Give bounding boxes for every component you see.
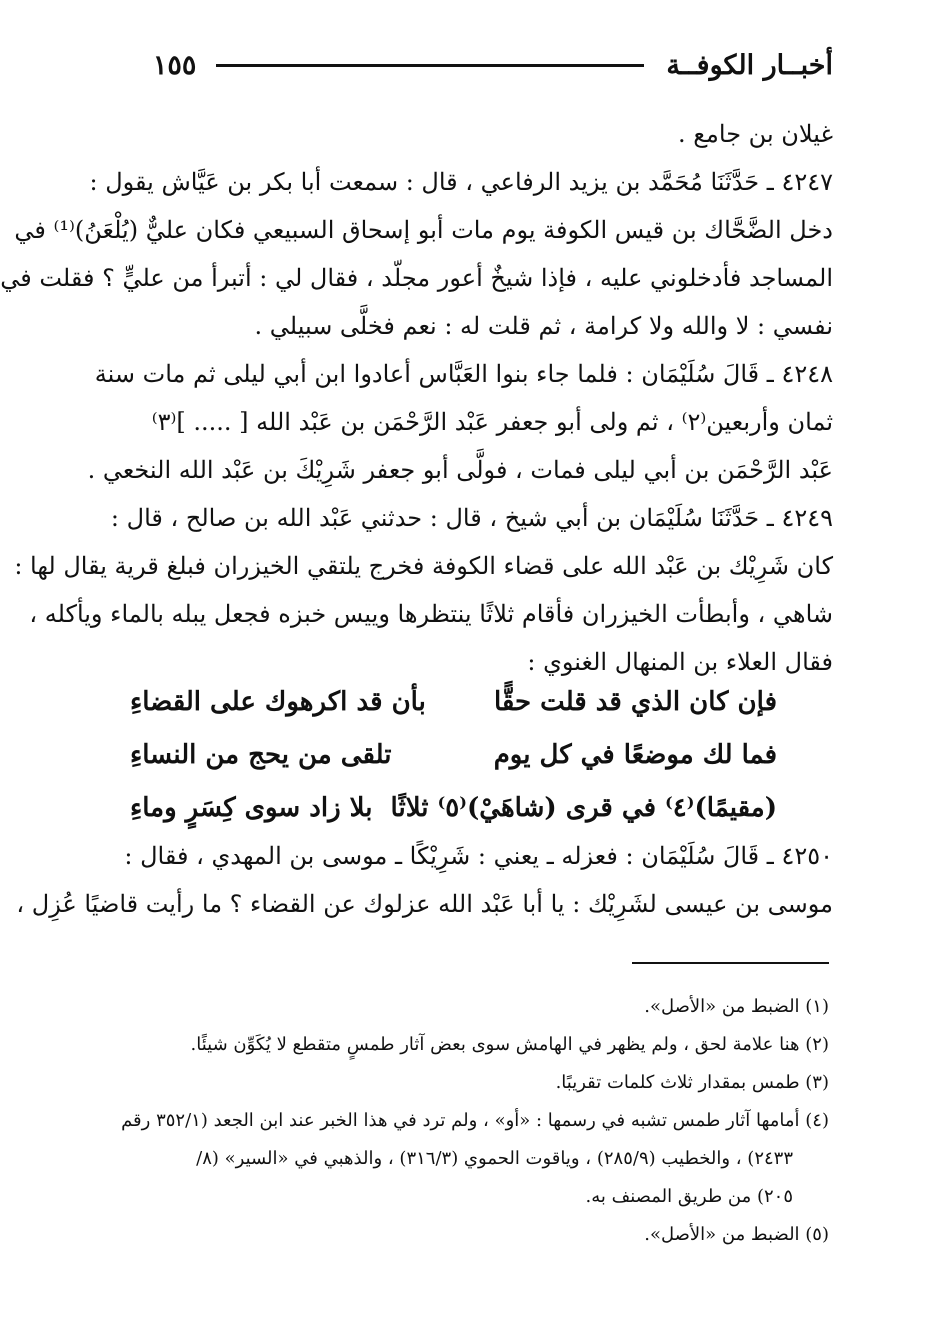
footnote: (٥) الضبط من «الأصل».: [644, 1224, 829, 1245]
main-text: [0, 110, 833, 686]
verse-first-hemistich: (مقيمًا)⁽٤⁾ في قرى (شاهَيْ)⁽٥⁾ ثلاثًا: [390, 793, 777, 823]
footnote-separator: [632, 962, 829, 964]
footnote: (١) الضبط من «الأصل».: [644, 996, 829, 1017]
text-line: موسى بن عيسى لشَرِيْك : يا أبا عَبْد الله عزلوك عن القضاء ؟ ما رأيت قاضيًا عُزِل ،: [16, 890, 833, 918]
verse-row: [130, 729, 777, 782]
main-text-continued: [16, 832, 833, 928]
text-line: نفسي : لا والله ولا كرامة ، ثم قلت له : نعم فخلَّى سبيلي .: [254, 312, 833, 340]
text-line: ٤٢٤٧ ـ حَدَّثَنَا مُحَمَّد بن يزيد الرفاعي ، قال : سمعت أبا بكر بن عَيَّاش يقول :: [89, 168, 833, 196]
text-line: غيلان بن جامع .: [678, 120, 833, 148]
footnote: (٢) هنا علامة لحق ، ولم يظهر في الهامش سوى بعض آثار طمسٍ متقطع لا يُكَوِّن شيئًا.: [190, 1034, 829, 1055]
footnote: (٣) طمس بمقدار ثلاث كلمات تقريبًا.: [555, 1072, 829, 1093]
verse-row: [130, 676, 777, 729]
header-rule: [216, 64, 644, 67]
text-line: ٤٢٥٠ ـ قَالَ سُلَيْمَان : فعزله ـ يعني : شَرِيْكًا ـ موسى بن المهدي ، فقال :: [124, 842, 833, 870]
text-line: ٤٢٤٨ ـ قَالَ سُلَيْمَان : فلما جاء بنوا العَبَّاس أعادوا ابن أبي ليلى ثم مات سنة: [94, 360, 833, 388]
text-line: كان شَرِيْك بن عَبْد الله على قضاء الكوفة فخرج يلتقي الخيزران فبلغ قرية يقال لها :: [14, 552, 833, 580]
footnote-continuation: ٢٤٣٣) ، والخطيب (٢٨٥/٩) ، وياقوت الحموي (٣١٦/٣) ، والذهبي في «السير» (٨/: [196, 1148, 793, 1169]
footnote: (٤) أمامها آثار طمس تشبه في رسمها : «أو» ، ولم ترد في هذا الخبر عند ابن الجعد (٣٥٢/١ رقم: [121, 1110, 829, 1131]
verse-second-hemistich: بلا زاد سوى كِسَرٍ وماءِ: [130, 793, 373, 823]
footnote-continuation: ٢٠٥) من طريق المصنف به.: [585, 1186, 793, 1207]
verse-first-hemistich: فإن كان الذي قد قلت حقًّا: [493, 687, 777, 717]
verse-second-hemistich: تلقى من يحج من النساءِ: [130, 740, 392, 770]
text-line: ٤٢٤٩ ـ حَدَّثَنَا سُلَيْمَان بن أبي شيخ ، قال : حدثني عَبْد الله بن صالح ، قال :: [110, 504, 833, 532]
poem-verses: [130, 676, 777, 835]
text-line: المساجد فأدخلوني عليه ، فإذا شيخٌ أعور مجلّد ، فقال لي : أتبرأ من عليٍّ ؟ فقلت في: [0, 264, 833, 292]
text-line: دخل الضَّحَّاك بن قيس الكوفة يوم مات أبو إسحاق السبيعي فكان عليٌّ (يُلْعَنُ)⁽¹⁾ في: [14, 216, 833, 244]
text-line: عَبْد الرَّحْمَن بن أبي ليلى فمات ، فولَّى أبو جعفر شَرِيْكَ بن عَبْد الله النخعي .: [87, 456, 833, 484]
verse-row: [130, 782, 777, 835]
verse-first-hemistich: فما لك موضعًا في كل يوم: [493, 740, 777, 770]
verse-second-hemistich: بأن قد اكرهوك على القضاءِ: [130, 687, 426, 717]
page-header: [90, 40, 833, 90]
footnotes: [92, 988, 829, 1254]
text-line: شاهي ، وأبطأت الخيزران فأقام ثلاثًا ينتظرها وييس خبزه فجعل يبله بالماء ويأكله ،: [29, 600, 833, 628]
text-line: فقال العلاء بن المنهال الغنوي :: [527, 648, 833, 676]
running-title: أخبــار الكوفــة: [666, 49, 833, 81]
text-line: ثمان وأربعين⁽٢⁾ ، ثم ولى أبو جعفر عَبْد الرَّحْمَن بن عَبْد الله [ ..... ]⁽٣⁾: [151, 408, 833, 436]
page-number: ١٥٥: [152, 49, 197, 81]
